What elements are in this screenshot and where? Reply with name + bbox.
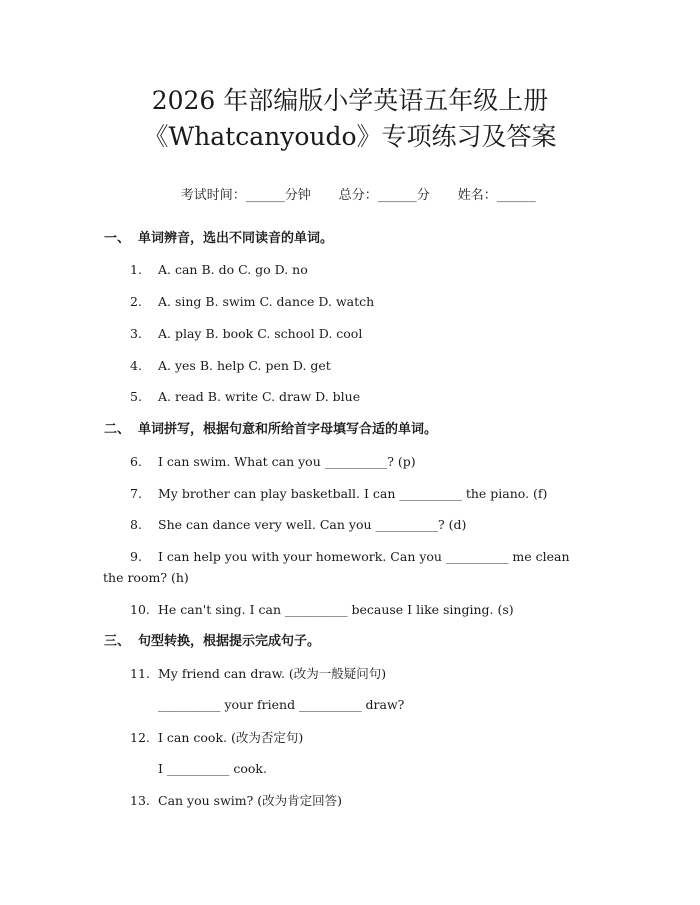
exam-info [0,169,700,223]
title-line-1: 2026 年部编版小学英语五年级上册 [151,86,549,115]
title-line-2: 《Whatcanyoudo》专项练习及答案 [143,122,557,151]
question-13: 13. Can you swim? (改为肯定回答) [130,793,343,808]
section-heading-2 [104,421,437,439]
question-9: 9. I can help you with your homework. Can you __________ me clean [130,549,570,564]
question-11: 11. My friend can draw. (改为一般疑问句) [130,666,387,681]
question-2: 2. A. sing B. swim C. dance D. watch [130,294,375,309]
question-5: 5. A. read B. write C. draw D. blue [130,389,361,404]
answer-line-12: I __________ cook. [158,761,267,776]
exam-name: 姓名：______ [457,188,536,203]
section-heading-3 [104,633,320,651]
section-heading-1 [104,230,333,248]
question-7: 7. My brother can play basketball. I can __________ the piano. (f) [130,486,548,501]
question-3: 3. A. play B. book C. school D. cool [130,326,363,341]
section-title: 句型转换，根据提示完成句子。 [138,634,321,649]
section-number: 三、 [104,634,131,649]
question-4: 4. A. yes B. help C. pen D. get [130,358,331,373]
question-9-continued: the room? (h) [103,570,189,585]
section-title: 单词拼写，根据句意和所给首字母填写合适的单词。 [138,422,438,437]
exam-time: 考试时间：______分钟 [180,188,311,203]
question-10: 10. He can't sing. I can __________ because I like singing. (s) [130,602,514,617]
question-8: 8. She can dance very well. Can you __________? (d) [130,517,467,532]
question-12: 12. I can cook. (改为否定句) [130,730,304,745]
answer-line-11: __________ your friend __________ draw? [158,697,405,712]
exam-score: 总分：______分 [338,188,430,203]
question-6: 6. I can swim. What can you __________? (p) [130,454,416,469]
section-number: 一、 [104,231,131,246]
question-1: 1. A. can B. do C. go D. no [130,262,308,277]
section-number: 二、 [104,422,131,437]
section-title: 单词辨音，选出不同读音的单词。 [138,231,334,246]
